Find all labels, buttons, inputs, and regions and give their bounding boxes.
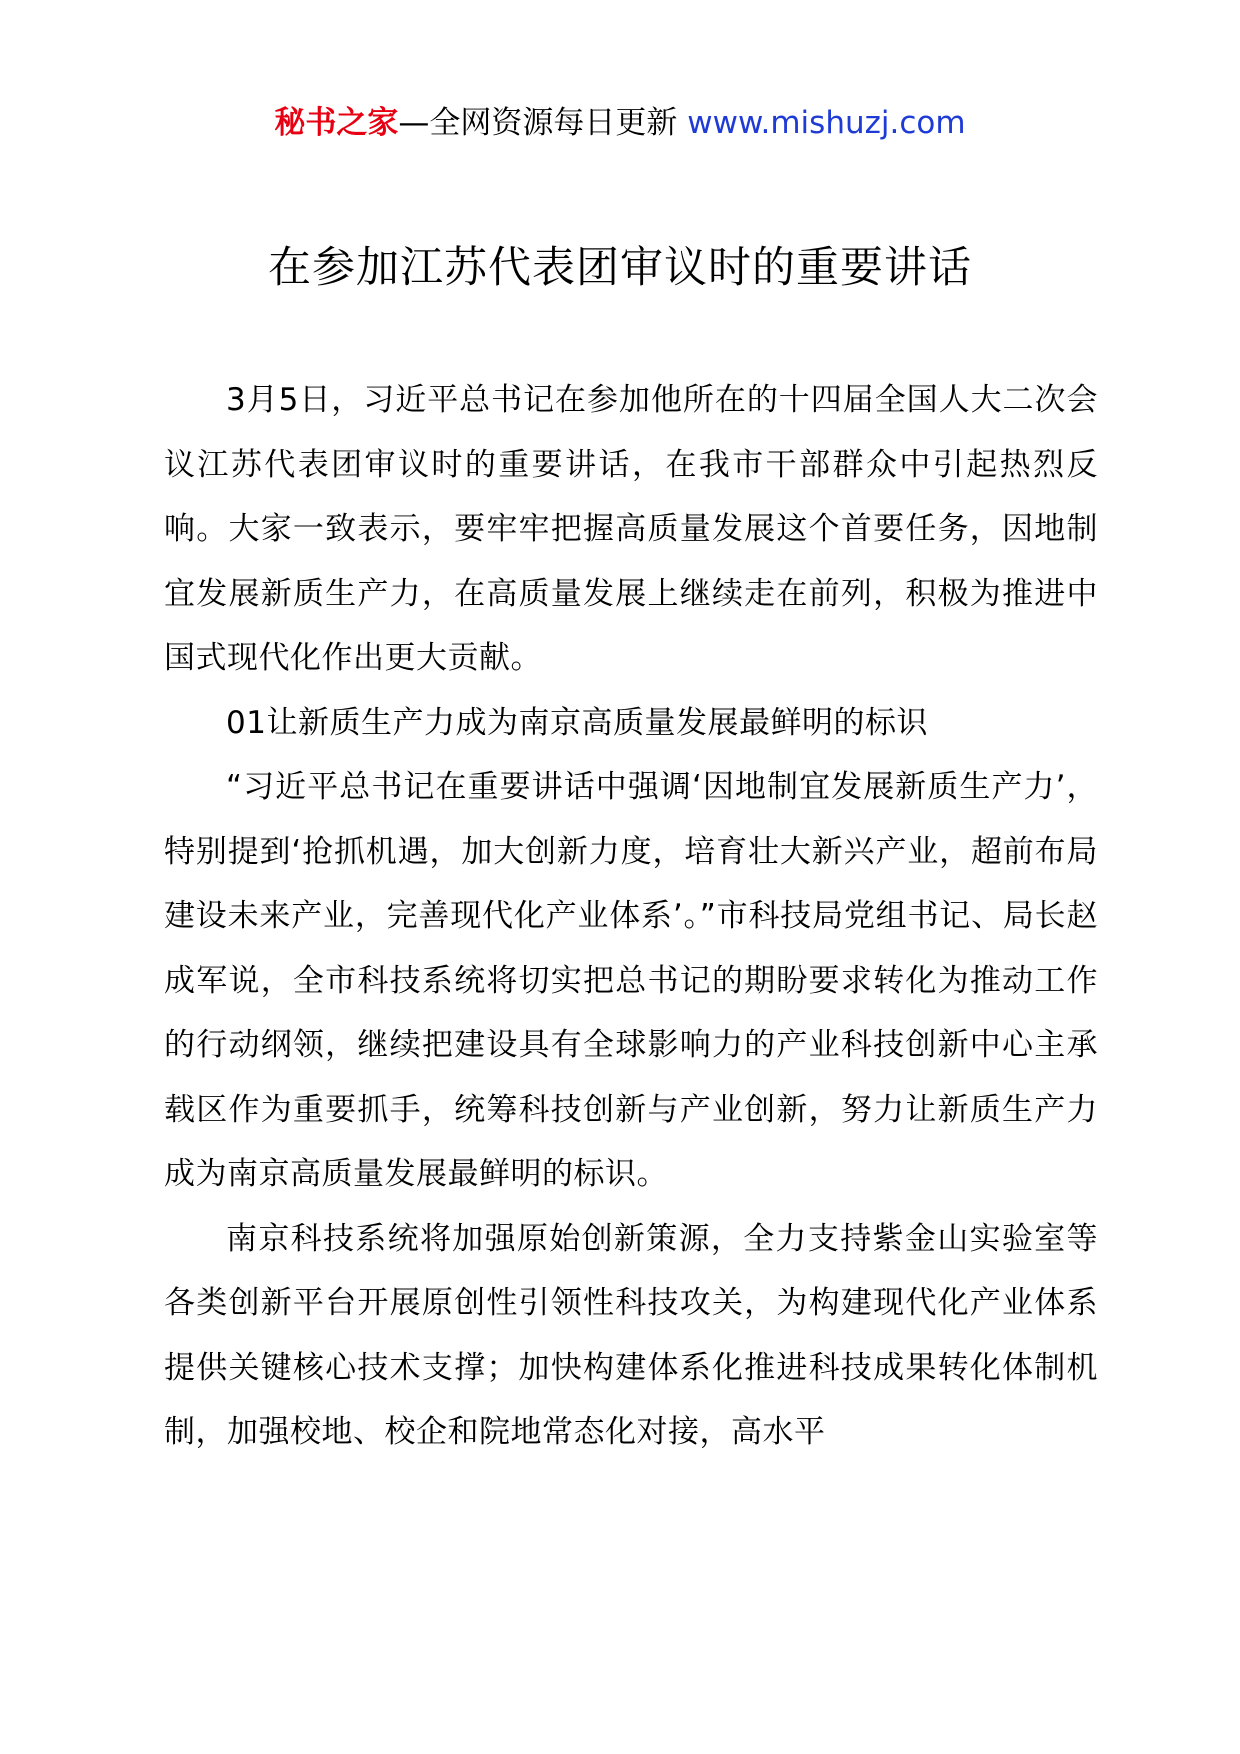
document-body: [164, 368, 1098, 1465]
paragraph-intro: 3月5日，习近平总书记在参加他所在的十四届全国人大二次会议江苏代表团审议时的重要讲话，在我市干部群众中引起热烈反响。大家一致表示，要牢牢把握高质量发展这个首要任务，因地制宜发展新质生产力，在高质量发展上继续走在前列，积极为推进中国式现代化作出更大贡献。: [164, 382, 1098, 676]
site-url-link[interactable]: www.mishuzj.com: [687, 105, 966, 141]
site-tagline: —全网资源每日更新: [398, 105, 678, 141]
paragraph-tech-system: 南京科技系统将加强原始创新策源，全力支持紫金山实验室等各类创新平台开展原创性引领性科技攻关，为构建现代化产业体系提供关键核心技术支撑；加快构建体系化推进科技成果转化体制机制，加强校地、校企和院地常态化对接，高水平: [164, 1220, 1098, 1450]
section-heading-01: 01让新质生产力成为南京高质量发展最鲜明的标识: [226, 704, 928, 741]
site-brand: 秘书之家: [274, 105, 399, 141]
site-banner: [0, 100, 1240, 146]
document-title: 在参加江苏代表团审议时的重要讲话: [268, 243, 972, 293]
paragraph-quote: “习近平总书记在重要讲话中强调‘因地制宜发展新质生产力’，特别提到‘抢抓机遇，加大创新力度，培育壮大新兴产业，超前布局建设未来产业，完善现代化产业体系’。”市科技局党组书记、局长赵成军说，全市科技系统将切实把总书记的期盼要求转化为推动工作的行动纲领，继续把建设具有全球影响力的产业科技创新中心主承载区作为重要抓手，统筹科技创新与产业创新，努力让新质生产力成为南京高质量发展最鲜明的标识。: [164, 769, 1098, 1192]
